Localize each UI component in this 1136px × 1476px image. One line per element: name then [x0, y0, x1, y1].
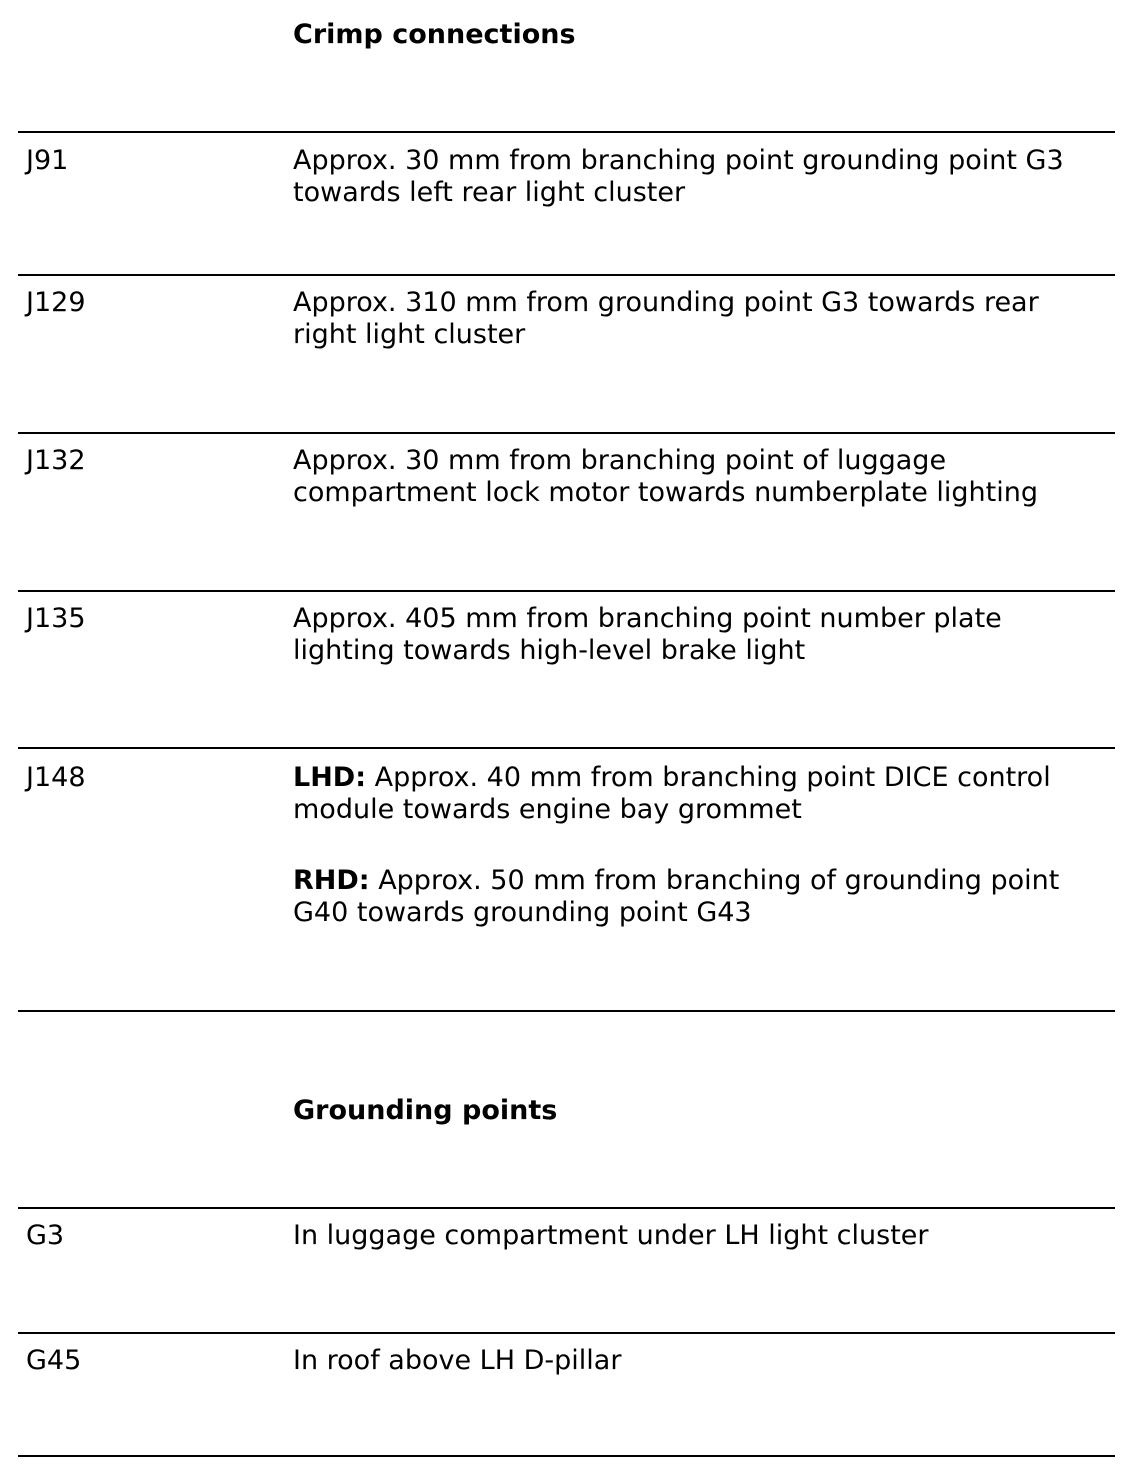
row-divider: [18, 1207, 1115, 1209]
row-description: [293, 145, 1108, 209]
row-description-text: In roof above LH D-pillar: [293, 1345, 622, 1376]
row-description-paragraph: [293, 865, 1108, 929]
row-description-text: Approx. 310 mm from grounding point G3 towards rear right light cluster: [293, 287, 1039, 350]
row-code: G45: [26, 1345, 82, 1376]
row-description-text: In luggage compartment under LH light cluster: [293, 1220, 929, 1251]
row-code: J91: [26, 145, 69, 176]
row-code: J135: [26, 603, 86, 634]
row-description-prefix: LHD:: [293, 762, 367, 793]
section-title-grounding-points: Grounding points: [293, 1095, 558, 1126]
row-code: J132: [26, 445, 86, 476]
row-description-paragraph: [293, 762, 1108, 826]
section-bottom-divider: [18, 1010, 1115, 1012]
row-description: [293, 1220, 1108, 1252]
row-description: [293, 762, 1108, 826]
row-divider: [18, 747, 1115, 749]
row-divider: [18, 590, 1115, 592]
row-description: [293, 1345, 1108, 1377]
row-code: J148: [26, 762, 86, 793]
row-description-text: Approx. 40 mm from branching point DICE control module towards engine bay grommet: [293, 762, 1051, 825]
section-title-crimp-connections: Crimp connections: [293, 19, 576, 50]
row-code: G3: [26, 1220, 65, 1251]
row-divider: [18, 274, 1115, 276]
row-description-text: Approx. 30 mm from branching point of luggage compartment lock motor towards numberplate lighting: [293, 445, 1039, 508]
row-description: [293, 603, 1108, 667]
row-divider: [18, 432, 1115, 434]
section-bottom-divider: [18, 1455, 1115, 1457]
row-divider: [18, 131, 1115, 133]
row-description-text: Approx. 50 mm from branching of grounding point G40 towards grounding point G43: [293, 865, 1060, 928]
row-code: J129: [26, 287, 86, 318]
row-divider: [18, 1332, 1115, 1334]
row-description-text: Approx. 30 mm from branching point grounding point G3 towards left rear light cluster: [293, 145, 1064, 208]
row-description: [293, 865, 1108, 929]
row-description-prefix: RHD:: [293, 865, 370, 896]
row-description: [293, 287, 1108, 351]
row-description: [293, 445, 1108, 509]
row-description-text: Approx. 405 mm from branching point number plate lighting towards high-level brake light: [293, 603, 1002, 666]
